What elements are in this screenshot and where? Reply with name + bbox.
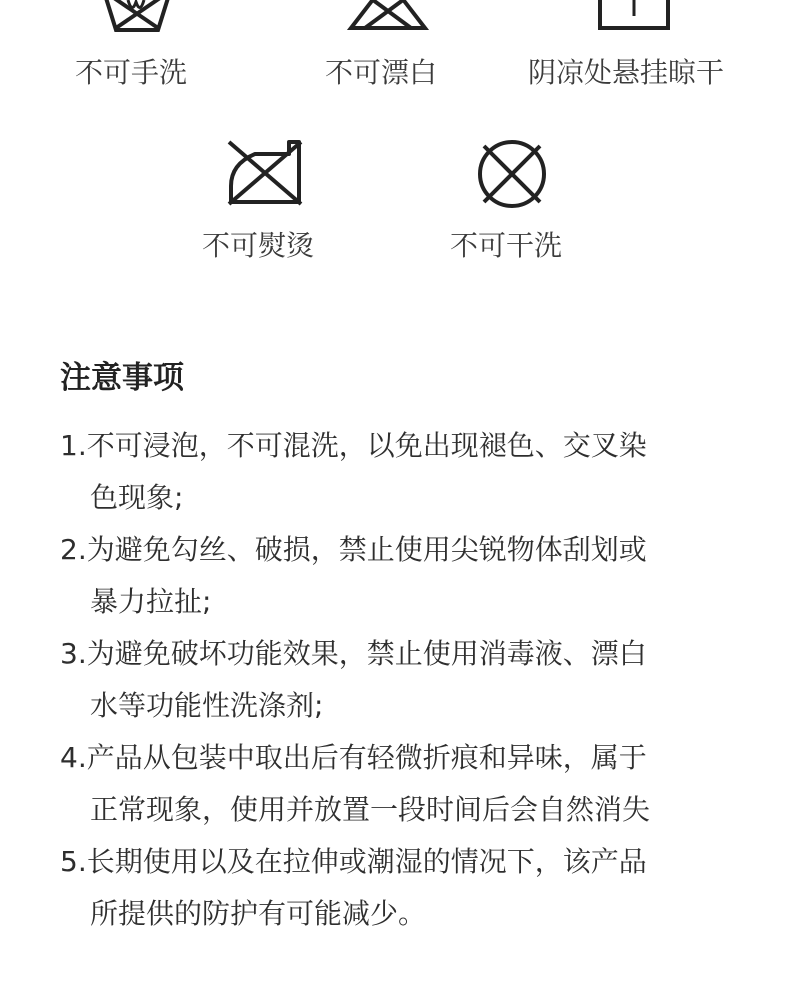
note-line: 3.为避免破坏功能效果，禁止使用消毒液、漂白 xyxy=(60,637,647,670)
no-hand-wash-icon xyxy=(92,0,182,32)
note-line: 所提供的防护有可能减少。 xyxy=(90,897,427,930)
note-line: 暴力拉扯; xyxy=(90,585,212,618)
line-dry-in-shade-icon xyxy=(594,0,674,32)
care-label-line-dry-in-shade: 阴凉处悬挂晾干 xyxy=(528,56,725,89)
note-line: 4.产品从包装中取出后有轻微折痕和异味，属于 xyxy=(60,741,647,774)
note-line: 正常现象，使用并放置一段时间后会自然消失 xyxy=(90,793,651,826)
care-label-no-bleach: 不可漂白 xyxy=(325,56,438,89)
note-line: 1.不可浸泡，不可混洗，以免出现褪色、交叉染 xyxy=(60,429,647,462)
note-line: 2.为避免勾丝、破损，禁止使用尖锐物体刮划或 xyxy=(60,533,647,566)
care-label-no-hand-wash: 不可手洗 xyxy=(75,56,188,89)
care-label-no-iron: 不可熨烫 xyxy=(202,229,315,262)
note-line: 水等功能性洗涤剂; xyxy=(90,689,324,722)
notes-title: 注意事项 xyxy=(60,360,184,396)
note-line: 5.长期使用以及在拉伸或潮湿的情况下，该产品 xyxy=(60,845,647,878)
no-dry-clean-icon xyxy=(472,134,552,214)
no-bleach-icon xyxy=(343,0,433,34)
no-iron-icon xyxy=(223,134,307,210)
note-line: 色现象; xyxy=(90,481,184,514)
care-label-no-dry-clean: 不可干洗 xyxy=(450,229,563,262)
